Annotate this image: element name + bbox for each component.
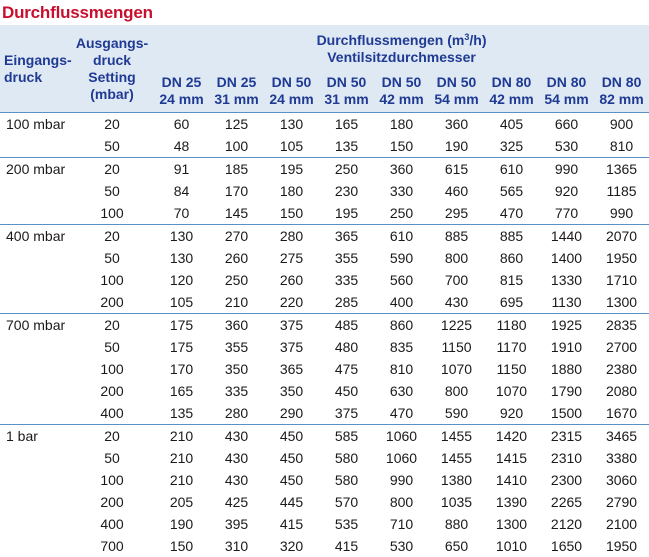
header-outlet-pressure <box>70 25 154 113</box>
flow-value-cell: 1130 <box>539 291 594 314</box>
flow-value-cell: 375 <box>319 402 374 425</box>
header-dn-diameter: 31 mm <box>324 91 368 107</box>
flow-value-cell: 1330 <box>539 269 594 291</box>
flow-value-cell: 590 <box>429 402 484 425</box>
flow-value-cell: 800 <box>429 247 484 269</box>
header-outlet-line: Ausgangs- <box>76 35 148 51</box>
flow-value-cell: 135 <box>154 402 209 425</box>
inlet-pressure-cell <box>0 202 70 225</box>
flow-value-cell: 360 <box>209 314 264 337</box>
flow-value-cell: 250 <box>374 202 429 225</box>
header-dn-9 <box>594 69 649 113</box>
flow-value-cell: 2790 <box>594 491 649 513</box>
flow-value-cell: 1455 <box>429 447 484 469</box>
inlet-pressure-cell <box>0 447 70 469</box>
header-dn-size: DN 50 <box>272 74 312 90</box>
flow-value-cell: 250 <box>319 158 374 181</box>
flow-value-cell: 150 <box>374 135 429 158</box>
flow-value-cell: 885 <box>429 225 484 248</box>
flow-value-cell: 990 <box>539 158 594 181</box>
flow-value-cell: 425 <box>209 491 264 513</box>
header-dn-diameter: 42 mm <box>489 91 533 107</box>
table-header <box>0 25 649 113</box>
flow-value-cell: 1180 <box>484 314 539 337</box>
flow-value-cell: 1390 <box>484 491 539 513</box>
flow-value-cell: 250 <box>209 269 264 291</box>
header-dn-1 <box>154 69 209 113</box>
setting-cell: 100 <box>70 202 154 225</box>
flow-value-cell: 165 <box>319 113 374 136</box>
flow-value-cell: 2100 <box>594 513 649 535</box>
flow-value-cell: 1880 <box>539 358 594 380</box>
flow-value-cell: 810 <box>594 135 649 158</box>
flow-value-cell: 100 <box>209 135 264 158</box>
flow-value-cell: 1300 <box>594 291 649 314</box>
flow-value-cell: 230 <box>319 180 374 202</box>
flow-value-cell: 430 <box>209 447 264 469</box>
flow-value-cell: 330 <box>374 180 429 202</box>
inlet-pressure-cell: 1 bar <box>0 425 70 448</box>
flow-value-cell: 365 <box>264 358 319 380</box>
flow-value-cell: 800 <box>429 380 484 402</box>
flow-value-cell: 770 <box>539 202 594 225</box>
inlet-pressure-cell <box>0 247 70 269</box>
flow-value-cell: 165 <box>154 380 209 402</box>
flow-value-cell: 415 <box>319 535 374 557</box>
table-row <box>0 469 649 491</box>
flow-value-cell: 365 <box>319 225 374 248</box>
flow-value-cell: 480 <box>319 336 374 358</box>
flow-value-cell: 325 <box>484 135 539 158</box>
flow-value-cell: 860 <box>484 247 539 269</box>
flow-value-cell: 1035 <box>429 491 484 513</box>
flow-value-cell: 1790 <box>539 380 594 402</box>
flow-value-cell: 450 <box>264 469 319 491</box>
flow-value-cell: 290 <box>264 402 319 425</box>
flow-value-cell: 1670 <box>594 402 649 425</box>
header-dn-3 <box>264 69 319 113</box>
flow-value-cell: 295 <box>429 202 484 225</box>
flow-value-cell: 860 <box>374 314 429 337</box>
setting-cell: 20 <box>70 113 154 136</box>
inlet-pressure-cell: 400 mbar <box>0 225 70 248</box>
inlet-pressure-cell: 100 mbar <box>0 113 70 136</box>
header-dn-5 <box>374 69 429 113</box>
header-dn-size: DN 80 <box>547 74 587 90</box>
header-inlet-line: Eingangs- <box>4 52 72 68</box>
flow-value-cell: 1070 <box>484 380 539 402</box>
setting-cell: 100 <box>70 358 154 380</box>
setting-cell: 50 <box>70 447 154 469</box>
flow-value-cell: 430 <box>209 425 264 448</box>
flow-value-cell: 415 <box>264 513 319 535</box>
flow-value-cell: 170 <box>154 358 209 380</box>
flow-value-cell: 190 <box>429 135 484 158</box>
table-row <box>0 513 649 535</box>
flow-value-cell: 920 <box>484 402 539 425</box>
flow-value-cell: 1415 <box>484 447 539 469</box>
flow-value-cell: 535 <box>319 513 374 535</box>
header-outlet-line: druck <box>93 52 131 68</box>
flow-value-cell: 145 <box>209 202 264 225</box>
flow-value-cell: 1300 <box>484 513 539 535</box>
flow-value-cell: 3060 <box>594 469 649 491</box>
inlet-pressure-cell <box>0 535 70 557</box>
flow-value-cell: 610 <box>374 225 429 248</box>
flow-value-cell: 175 <box>154 314 209 337</box>
flow-value-cell: 195 <box>264 158 319 181</box>
flow-value-cell: 1650 <box>539 535 594 557</box>
inlet-pressure-cell <box>0 402 70 425</box>
inlet-pressure-cell: 200 mbar <box>0 158 70 181</box>
flow-value-cell: 84 <box>154 180 209 202</box>
flow-value-cell: 1225 <box>429 314 484 337</box>
header-dn-size: DN 50 <box>382 74 422 90</box>
flow-value-cell: 1150 <box>484 358 539 380</box>
flow-value-cell: 400 <box>374 291 429 314</box>
flow-value-cell: 2315 <box>539 425 594 448</box>
header-dn-size: DN 80 <box>602 74 642 90</box>
header-dn-diameter: 54 mm <box>544 91 588 107</box>
flow-value-cell: 2080 <box>594 380 649 402</box>
setting-cell: 400 <box>70 402 154 425</box>
flow-value-cell: 450 <box>264 447 319 469</box>
flow-value-cell: 130 <box>264 113 319 136</box>
flow-value-cell: 350 <box>264 380 319 402</box>
header-dn-diameter: 82 mm <box>599 91 643 107</box>
flow-value-cell: 990 <box>374 469 429 491</box>
table-row <box>0 247 649 269</box>
table-row <box>0 447 649 469</box>
header-dn-size: DN 80 <box>492 74 532 90</box>
flow-value-cell: 530 <box>539 135 594 158</box>
flow-value-cell: 320 <box>264 535 319 557</box>
flow-value-cell: 280 <box>264 225 319 248</box>
flow-value-cell: 1710 <box>594 269 649 291</box>
table-row <box>0 314 649 337</box>
flow-value-cell: 275 <box>264 247 319 269</box>
flow-value-cell: 375 <box>264 314 319 337</box>
table-row <box>0 535 649 557</box>
flow-value-cell: 2300 <box>539 469 594 491</box>
flow-value-cell: 310 <box>209 535 264 557</box>
flow-value-cell: 120 <box>154 269 209 291</box>
flow-value-cell: 1380 <box>429 469 484 491</box>
flow-value-cell: 2380 <box>594 358 649 380</box>
flow-value-cell: 205 <box>154 491 209 513</box>
header-dn-size: DN 25 <box>217 74 257 90</box>
inlet-pressure-cell <box>0 269 70 291</box>
flow-value-cell: 885 <box>484 225 539 248</box>
flow-value-cell: 2120 <box>539 513 594 535</box>
header-dn-7 <box>484 69 539 113</box>
flow-value-cell: 175 <box>154 336 209 358</box>
flow-value-cell: 185 <box>209 158 264 181</box>
header-flow-group <box>154 25 649 69</box>
table-row <box>0 491 649 513</box>
header-flow-unit-sup: 3 <box>464 32 469 42</box>
inlet-pressure-cell <box>0 358 70 380</box>
flow-value-cell: 445 <box>264 491 319 513</box>
flow-value-cell: 355 <box>209 336 264 358</box>
inlet-pressure-cell <box>0 336 70 358</box>
flow-value-cell: 1400 <box>539 247 594 269</box>
flow-value-cell: 360 <box>374 158 429 181</box>
flow-value-cell: 810 <box>374 358 429 380</box>
flow-value-cell: 190 <box>154 513 209 535</box>
table-row <box>0 380 649 402</box>
table-body <box>0 113 649 557</box>
flow-value-cell: 1010 <box>484 535 539 557</box>
setting-cell: 200 <box>70 380 154 402</box>
flow-value-cell: 130 <box>154 247 209 269</box>
table-row <box>0 291 649 314</box>
flow-value-cell: 130 <box>154 225 209 248</box>
flow-value-cell: 450 <box>264 425 319 448</box>
inlet-pressure-cell <box>0 135 70 158</box>
flow-value-cell: 170 <box>209 180 264 202</box>
flow-value-cell: 1410 <box>484 469 539 491</box>
header-dn-diameter: 42 mm <box>379 91 423 107</box>
flow-value-cell: 260 <box>264 269 319 291</box>
setting-cell: 200 <box>70 491 154 513</box>
flow-value-cell: 920 <box>539 180 594 202</box>
flow-value-cell: 615 <box>429 158 484 181</box>
flow-value-cell: 700 <box>429 269 484 291</box>
flow-value-cell: 815 <box>484 269 539 291</box>
flow-value-cell: 1950 <box>594 247 649 269</box>
inlet-pressure-cell <box>0 180 70 202</box>
flow-value-cell: 195 <box>319 202 374 225</box>
flow-value-cell: 1950 <box>594 535 649 557</box>
setting-cell: 20 <box>70 314 154 337</box>
flow-value-cell: 2070 <box>594 225 649 248</box>
flow-value-cell: 375 <box>264 336 319 358</box>
flow-value-cell: 3465 <box>594 425 649 448</box>
setting-cell: 20 <box>70 425 154 448</box>
flow-value-cell: 2265 <box>539 491 594 513</box>
header-dn-size: DN 25 <box>162 74 202 90</box>
flow-value-cell: 430 <box>429 291 484 314</box>
table-row <box>0 180 649 202</box>
flow-rate-table <box>0 25 649 557</box>
flow-value-cell: 270 <box>209 225 264 248</box>
flow-value-cell: 220 <box>264 291 319 314</box>
flow-value-cell: 1910 <box>539 336 594 358</box>
table-row <box>0 135 649 158</box>
header-dn-diameter: 31 mm <box>214 91 258 107</box>
setting-cell: 50 <box>70 247 154 269</box>
setting-cell: 700 <box>70 535 154 557</box>
flow-value-cell: 335 <box>209 380 264 402</box>
setting-cell: 20 <box>70 225 154 248</box>
flow-value-cell: 70 <box>154 202 209 225</box>
flow-value-cell: 585 <box>319 425 374 448</box>
setting-cell: 100 <box>70 269 154 291</box>
inlet-pressure-cell <box>0 491 70 513</box>
table-row <box>0 358 649 380</box>
inlet-pressure-cell <box>0 469 70 491</box>
table-row <box>0 336 649 358</box>
flow-value-cell: 1170 <box>484 336 539 358</box>
flow-value-cell: 560 <box>374 269 429 291</box>
flow-value-cell: 580 <box>319 447 374 469</box>
flow-value-cell: 395 <box>209 513 264 535</box>
flow-value-cell: 105 <box>154 291 209 314</box>
flow-value-cell: 835 <box>374 336 429 358</box>
flow-value-cell: 1185 <box>594 180 649 202</box>
header-dn-4 <box>319 69 374 113</box>
flow-value-cell: 60 <box>154 113 209 136</box>
flow-value-cell: 695 <box>484 291 539 314</box>
flow-value-cell: 48 <box>154 135 209 158</box>
flow-value-cell: 1420 <box>484 425 539 448</box>
inlet-pressure-cell <box>0 380 70 402</box>
flow-value-cell: 355 <box>319 247 374 269</box>
table-row <box>0 425 649 448</box>
flow-value-cell: 1365 <box>594 158 649 181</box>
flow-value-cell: 880 <box>429 513 484 535</box>
flow-value-cell: 470 <box>484 202 539 225</box>
flow-value-cell: 990 <box>594 202 649 225</box>
inlet-pressure-cell <box>0 291 70 314</box>
header-dn-diameter: 24 mm <box>159 91 203 107</box>
flow-value-cell: 800 <box>374 491 429 513</box>
flow-value-cell: 1060 <box>374 425 429 448</box>
flow-value-cell: 580 <box>319 469 374 491</box>
flow-value-cell: 360 <box>429 113 484 136</box>
flow-value-cell: 135 <box>319 135 374 158</box>
flow-value-cell: 285 <box>319 291 374 314</box>
flow-value-cell: 590 <box>374 247 429 269</box>
flow-value-cell: 210 <box>154 425 209 448</box>
header-dn-2 <box>209 69 264 113</box>
flow-value-cell: 1150 <box>429 336 484 358</box>
inlet-pressure-cell <box>0 513 70 535</box>
table-row <box>0 225 649 248</box>
flow-value-cell: 650 <box>429 535 484 557</box>
flow-value-cell: 125 <box>209 113 264 136</box>
flow-value-cell: 630 <box>374 380 429 402</box>
header-dn-diameter: 24 mm <box>269 91 313 107</box>
setting-cell: 50 <box>70 135 154 158</box>
header-dn-6 <box>429 69 484 113</box>
header-inlet-pressure <box>0 25 70 113</box>
setting-cell: 20 <box>70 158 154 181</box>
header-dn-diameter: 54 mm <box>434 91 478 107</box>
table-row <box>0 269 649 291</box>
flow-value-cell: 660 <box>539 113 594 136</box>
flow-value-cell: 900 <box>594 113 649 136</box>
flow-value-cell: 450 <box>319 380 374 402</box>
flow-value-cell: 350 <box>209 358 264 380</box>
header-dn-size: DN 50 <box>327 74 367 90</box>
flow-value-cell: 530 <box>374 535 429 557</box>
flow-value-cell: 2310 <box>539 447 594 469</box>
flow-value-cell: 405 <box>484 113 539 136</box>
header-inlet-line: druck <box>4 69 42 85</box>
table-row <box>0 202 649 225</box>
flow-value-cell: 610 <box>484 158 539 181</box>
table-row <box>0 113 649 136</box>
flow-value-cell: 1925 <box>539 314 594 337</box>
flow-value-cell: 1500 <box>539 402 594 425</box>
flow-value-cell: 1455 <box>429 425 484 448</box>
header-outlet-line: Setting <box>88 69 135 85</box>
flow-value-cell: 565 <box>484 180 539 202</box>
flow-value-cell: 180 <box>374 113 429 136</box>
flow-value-cell: 1070 <box>429 358 484 380</box>
setting-cell: 50 <box>70 336 154 358</box>
flow-value-cell: 91 <box>154 158 209 181</box>
flow-value-cell: 260 <box>209 247 264 269</box>
setting-cell: 400 <box>70 513 154 535</box>
inlet-pressure-cell: 700 mbar <box>0 314 70 337</box>
flow-value-cell: 485 <box>319 314 374 337</box>
flow-value-cell: 430 <box>209 469 264 491</box>
flow-value-cell: 1060 <box>374 447 429 469</box>
flow-value-cell: 3380 <box>594 447 649 469</box>
flow-value-cell: 570 <box>319 491 374 513</box>
flow-value-cell: 2700 <box>594 336 649 358</box>
setting-cell: 100 <box>70 469 154 491</box>
flow-value-cell: 180 <box>264 180 319 202</box>
flow-value-cell: 710 <box>374 513 429 535</box>
flow-value-cell: 150 <box>264 202 319 225</box>
flow-value-cell: 210 <box>154 447 209 469</box>
flow-value-cell: 1440 <box>539 225 594 248</box>
flow-value-cell: 150 <box>154 535 209 557</box>
flow-value-cell: 475 <box>319 358 374 380</box>
flow-value-cell: 2835 <box>594 314 649 337</box>
flow-value-cell: 460 <box>429 180 484 202</box>
table-row <box>0 158 649 181</box>
page-title: Durchflussmengen <box>2 2 153 24</box>
header-dn-8 <box>539 69 594 113</box>
setting-cell: 200 <box>70 291 154 314</box>
flow-value-cell: 280 <box>209 402 264 425</box>
flow-value-cell: 210 <box>209 291 264 314</box>
header-valve-seat: Ventilsitzdurchmesser <box>327 49 476 65</box>
flow-value-cell: 210 <box>154 469 209 491</box>
table-row <box>0 402 649 425</box>
header-outlet-line: (mbar) <box>90 86 134 102</box>
header-flow-unit-a: Durchflussmengen (m <box>317 32 465 48</box>
header-flow-unit-b: /h) <box>469 32 486 48</box>
flow-value-cell: 470 <box>374 402 429 425</box>
flow-value-cell: 105 <box>264 135 319 158</box>
setting-cell: 50 <box>70 180 154 202</box>
flow-value-cell: 335 <box>319 269 374 291</box>
header-dn-size: DN 50 <box>437 74 477 90</box>
